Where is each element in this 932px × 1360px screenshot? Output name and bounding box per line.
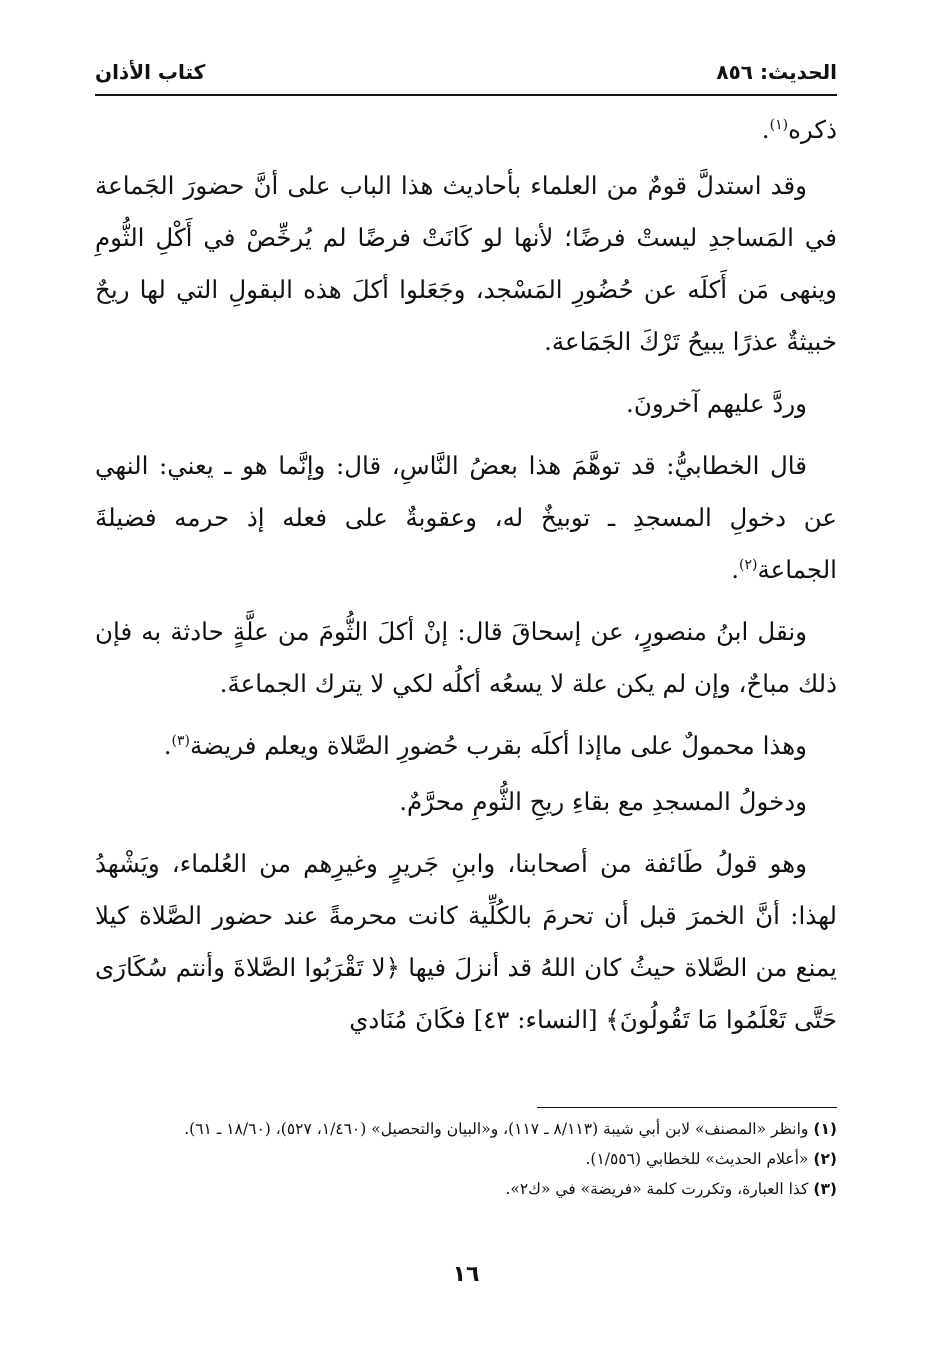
footnotes xyxy=(95,1114,837,1204)
running-header xyxy=(95,52,837,92)
hadith-number-header: الحديث: ٨٥٦ xyxy=(716,60,837,84)
paragraph-7: ودخولُ المسجدِ مع بقاءِ ريحِ الثُّومِ محرَّمٌ. xyxy=(399,787,807,816)
paragraph-2: وقد استدلَّ قومٌ من العلماء بأحاديث هذا الباب على أنَّ حضورَ الجَماعة في المَساجدِ ليستْ فرضًا؛ لأنها لو كَانَتْ فرضًا لم يُرخِّصْ في أَكْلِ الثُّومِ وينهى مَن أَكلَه عن حُضُورِ المَسْجد، وجَعَلوا أكلَ هذه البقولِ التي لها ريحٌ خبيثةٌ عذرًا يبيحُ تَرْكَ الجَمَاعة. xyxy=(95,171,837,356)
paragraph-8: وهو قولُ طَائفة من أصحابنا، وابنِ جَريرٍ وغيرِهم من العُلماء، ويَشْهدُ لهذا: أنَّ الخمرَ قبل أن تحرمَ بالكُلِّية كانت محرمةً عند حضور الصَّلاة كيلا يمنع من الصَّلاة حيثُ كان اللهُ قد أنزلَ فيها ﴿لا تَقْرَبُوا الصَّلاةَ وأنتم سُكَارَى حَتَّى تَعْلَمُوا مَا تَقُولُونَ﴾ [النساء: ٤٣] فكَانَ مُنَادي xyxy=(95,849,837,1034)
footnote-ref-3: (٣) xyxy=(171,732,190,749)
footnote-ref-1: (١) xyxy=(769,116,789,133)
footnote-separator xyxy=(537,1107,837,1108)
footnote-ref-2: (٢) xyxy=(739,556,758,573)
main-text xyxy=(95,104,837,1056)
paragraph-1: ذكره$^{(١)}$. xyxy=(761,115,837,144)
paragraph-6: وهذا محمولٌ على ماإذا أكلَه بقرب حُضورِ الصَّلاة ويعلم فريضة$^{(٣)}$. xyxy=(163,731,807,760)
chapter-title-header: كتاب الأذان xyxy=(95,60,206,84)
page-number: ١٦ xyxy=(452,1262,480,1287)
paragraph-3: وردَّ عليهم آخرونَ. xyxy=(626,389,807,418)
footnote-2: (٢) «أعلام الحديث» للخطابي (١/٥٥٦). xyxy=(585,1150,837,1168)
paragraph-4: قال الخطابيُّ: قد توهَّمَ هذا بعضُ النَّاسِ، قال: وإنَّما هو ـ يعني: النهي عن دخولِ المسجدِ ـ توبيخٌ له، وعقوبةٌ على فعله إذ حرمه فضيلةَ الجماعة$^{(٢)}$. xyxy=(95,451,837,584)
paragraph-5: ونقل ابنُ منصورٍ، عن إسحاقَ قال: إنْ أكلَ الثُّومَ من علَّةٍ حادثة به فإن ذلك مباحٌ، وإن لم يكن علة لا يسعُه أكلُه لكي لا يترك الجماعةَ. xyxy=(95,617,837,698)
footnote-1: (١) وانظر «المصنف» لابن أبي شيبة (٨/١١٣ ـ ١١٧)، و«البيان والتحصيل» (١/٤٦٠، ٥٢٧)، (١٨/٦٠ ـ ٦١). xyxy=(184,1120,837,1138)
footnote-3: (٣) كذا العبارة، وتكررت كلمة «فريضة» في «ك٢». xyxy=(505,1180,837,1198)
header-rule xyxy=(95,94,837,96)
